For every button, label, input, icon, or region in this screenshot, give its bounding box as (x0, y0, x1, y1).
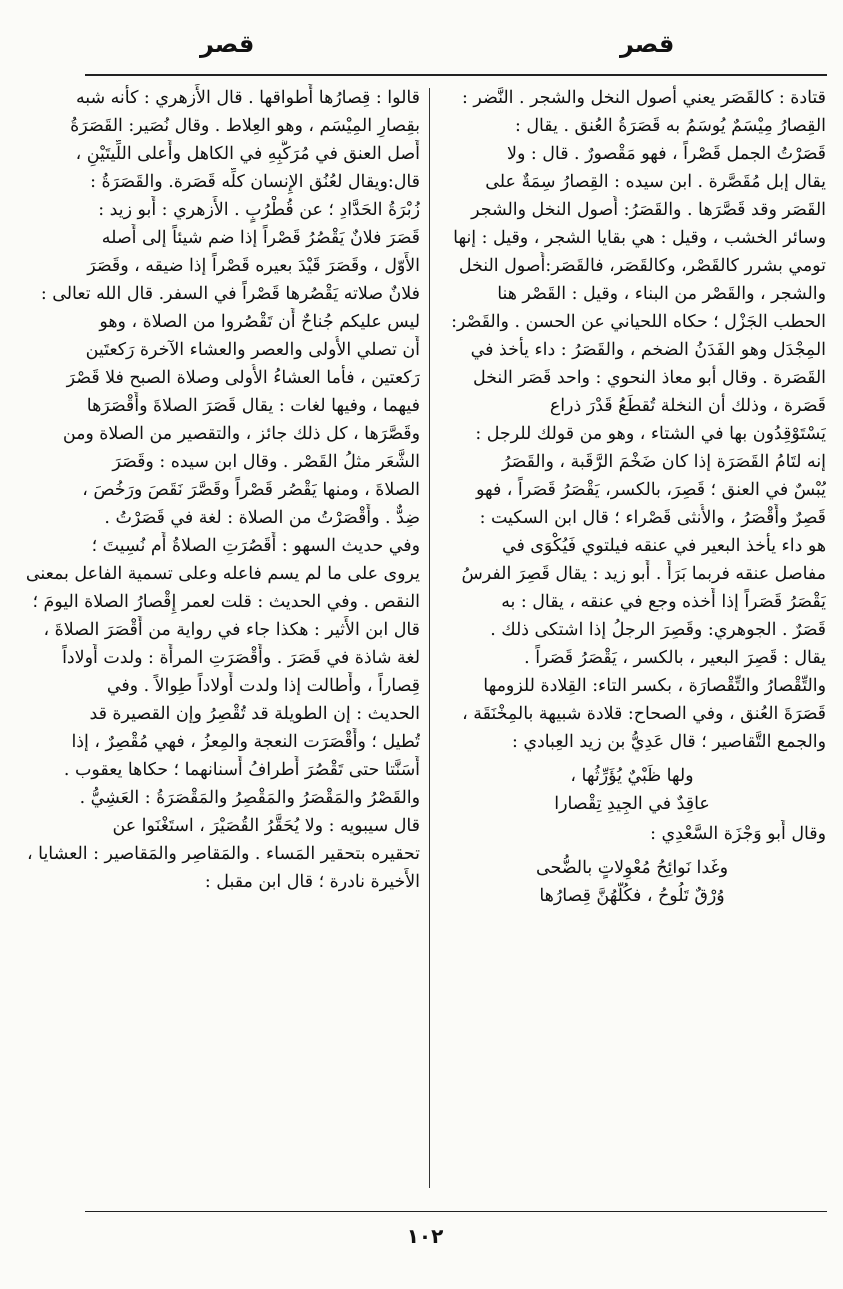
text-line: قِصاراً ، وأَطالت إذا ولدت أَولاداً طِوالاً . وفي (106, 676, 420, 696)
text-line: الأَوّل ، وقَصَرَ قَيْدَ بعيره قَصْراً إذا ضيقه ، وقَصَرَ (87, 256, 420, 276)
text-line: بقِصارِ المِيْسَم ، وهو العِلاط . وقال نُصَير: القَصَرَةُ (70, 116, 420, 136)
left-column-body (16, 84, 420, 896)
footer-rule (85, 1211, 827, 1212)
poem-verse: وغَدا نَوائِحُ مُعْوِلاتٍ بالضُّحى (536, 858, 728, 878)
poem-verse: عاقِدٌ في الجِيدِ تِقْصارا (554, 794, 710, 814)
text-line: الشَّعَر مثلُ القَصْر . وقال ابن سيده : وقَصَرَ (112, 452, 420, 472)
column-divider (429, 88, 430, 1188)
header-rule (85, 74, 827, 76)
text-line: الأَخيرة نادرة ؛ قال ابن مقبل : (204, 872, 420, 892)
text-line: هو داء يأْخذ البعير في عنقه فيلتوي فَيُكْوَى في (501, 536, 826, 556)
text-line: تحقيره بتحقير المَساء . والمَقاصِر والمَقاصير : العشايا ، (27, 844, 420, 864)
text-line: القِصارُ مِيْسَمٌ يُوسَمُ به قَصَرَةُ العُنق . يقال : (514, 116, 826, 136)
poem-abu-wajza (438, 848, 826, 912)
text-line: مفاصل عنقه فربما بَرَأَ . أَبو زيد : يقال قَصِرَ الفرسُ (461, 564, 826, 584)
text-line: الحطب الجَزْل ؛ حكاه اللحياني عن الحسن . والقَصْر: (451, 312, 826, 332)
text-line: قتادة : كالقَصَر يعني أصول النخل والشجر . النَّضر : (462, 88, 826, 108)
text-line: قال:ويقال لعُنُق الإِنسان كلِّه قَصَرة. والقَصَرَةُ : (90, 172, 420, 192)
text-line: تُطيل ؛ وأَقْصَرَت النعجة والمِعزُ ، فهي مُقْصِرٌ ، إذا (71, 732, 420, 752)
text-line: قَصِرٌ وأَقْصَرُ ، والأُنثى قَصْراء ؛ قال ابن السكيت : (479, 508, 826, 528)
text-line: النقص . وفي الحديث : قلت لعمر إِقْصارُ الصلاة اليومَ ؛ (32, 592, 420, 612)
text-line: قالوا : قِصارُها أَطواقها . قال الأَزهري : كأَنه شبه (75, 88, 420, 108)
text-line: الحديث : إن الطويلة قد تُقْصِرُ وإن القصيرة قد (89, 704, 420, 724)
text-line: أَن تصلي الأُولى والعصر والعشاء الآخرة رَكعتَين (85, 340, 420, 360)
poem-adi-ibn-zayd (438, 756, 826, 820)
page-number: ١٠٢ (406, 1224, 444, 1248)
header-word-right: قصر (620, 30, 675, 58)
text-line: الصلاةَ ، ومنها يَقْصُر قَصْراً وقَصَّرَ نَقَصَ ورَخُصَ ، (82, 480, 420, 500)
text-line: قَصَرٌ . الجوهري: وقَصِرَ الرجلُ إذا اشتكى ذلك . (490, 620, 826, 640)
right-column-body (438, 84, 826, 756)
header-word-left: قصر (200, 30, 255, 58)
text-line: والشجر ، والقَصْر من البناء ، وقيل : القَصْر هنا (497, 284, 826, 304)
text-line: وسائر الخشب ، وقيل : هي بقايا الشجر ، وقيل : إنها (453, 228, 826, 248)
text-line: أَصل العنق في مُرَكَّبِهِ في الكاهل وأَعلى اللِّيتَيْنِ ، (75, 144, 420, 164)
text-line: المِجْدَل وهو الفَدَنُ الضخم ، والقَصَرُ : داء يأْخذ في (470, 340, 826, 360)
text-line: قَصَرة ، وذلك أن النخلة تُقطَعُ قَدْرَ ذراع (549, 396, 826, 416)
left-column (16, 84, 420, 896)
text-line: يَقْصَرُ قَصَراً إذا أَخذه وجع في عنقه ، يقال : به (501, 592, 826, 612)
text-line: تومي بشرر كالقَصْر، وكالقَصَر، فالقَصَر:أُصول النخل (458, 256, 826, 276)
text-line: إنه لتَامُ القَصَرَة إذا كان ضَخْمَ الرَّقَبة ، والقَصَرُ (501, 452, 826, 472)
text-line: يَسْتَوْقِدُون بها في الشتاء ، وهو من قولك للرجل : (475, 424, 826, 444)
text-line: قَصَرَةَ العُنق ، وفي الصحاح: قلادة شبيهة بالمِخْنَقَة ، (462, 704, 826, 724)
text-line: فيهما ، وفيها لغات : يقال قَصَرَ الصلاةَ وأَقْصَرَها (86, 396, 420, 416)
text-line: رَكعتين ، فأَما العشاءُ الأُولى وصلاة الصبح فلا قَصْرَ (66, 368, 420, 388)
poem-verse: ولها ظَبْيٌ يُؤَرِّثُها ، (570, 766, 694, 786)
text-line: والجمع التَّقاصير ؛ قال عَدِيُّ بن زيد العِبادي : (512, 732, 826, 752)
text-line: والتِّقْصارُ والتِّقْصارَة ، بكسر التاء: القِلادة للزومها (483, 676, 826, 696)
text-line: قَصَرْتُ الجمل قَصْراً ، فهو مَقْصورٌ . قال : ولا (507, 144, 826, 164)
text-line: يروى على ما لم يسم فاعله وعلى تسمية الفاعل بمعنى (25, 564, 420, 584)
text-line: ضِدٌّ . وأَقْصَرْتُ من الصلاة : لغة في قَصَرْتُ . (104, 508, 420, 528)
text-line: القَصَر وقد قَصَّرَها . والقَصَرُ: أُصول النخل والشجر (471, 200, 826, 220)
text-line: وفي حديث السهو : أَقَصُرَتِ الصلاةُ أَم نُسِيتَ ؛ (91, 536, 420, 556)
poem-verse: وُرْقٌ تَلُوحُ ، فكُلُّهُنَّ قِصارُها (539, 886, 725, 906)
text-line: فلانٌ صلاته يَقْصُرها قَصْراً في السفر. قال الله تعالى : (40, 284, 420, 304)
poem-intro-line: وقال أَبو وَجْزَة السَّعْدِي : (650, 824, 826, 844)
text-line: أَسَنَّتا حتى تَقْصُرَ أَطرافُ أَسنانهما ؛ حكاها يعقوب . (63, 760, 420, 780)
text-line: القَصَرة . وقال أبو معاذ النحوي : واحد قَصَر النخل (473, 368, 826, 388)
right-column (438, 84, 826, 912)
text-line: يُبْسٌ في العنق ؛ قَصِرَ، بالكسر، يَقْصَرُ قَصَراً ، فهو (475, 480, 826, 500)
text-line: زُبْرَةُ الحَدَّادِ ؛ عن قُطْرُبٍ . الأَزهري : أَبو زيد : (98, 200, 420, 220)
text-line: وقَصَّرَها ، كل ذلك جائز ، والتقصير من الصلاة ومن (62, 424, 420, 444)
text-line: ليس عليكم جُناحٌ أَن تَقْصُروا من الصلاة ، وهو (99, 312, 420, 332)
text-line: يقال : قَصِرَ البعير ، بالكسر ، يَقْصَرُ قَصَراً . (524, 648, 826, 668)
text-line: والقَصْرُ والمَقْصَرُ والمَقْصِرُ والمَقْصَرَةُ : العَشِيُّ . (79, 788, 420, 808)
text-line: لغة شاذة في قَصَرَ . وأَقْصَرَتِ المرأَة : ولدت أَولاداً (62, 648, 420, 668)
text-line: قال سيبويه : ولا يُحَقَّرُ القُصَيْرَ ، استَغْنَوا عن (112, 816, 420, 836)
text-line: قال ابن الأَثير : هكذا جاء في رواية من أَقْصَرَ الصلاةَ ، (43, 620, 420, 640)
text-line: يقال إبل مُقَصَّرة . ابن سيده : القِصارُ سِمَةٌ على (485, 172, 826, 192)
text-line: قَصَرَ فلانٌ يَقْصُرُ قَصْراً إذا ضم شيئاً إلى أَصله (101, 228, 420, 248)
